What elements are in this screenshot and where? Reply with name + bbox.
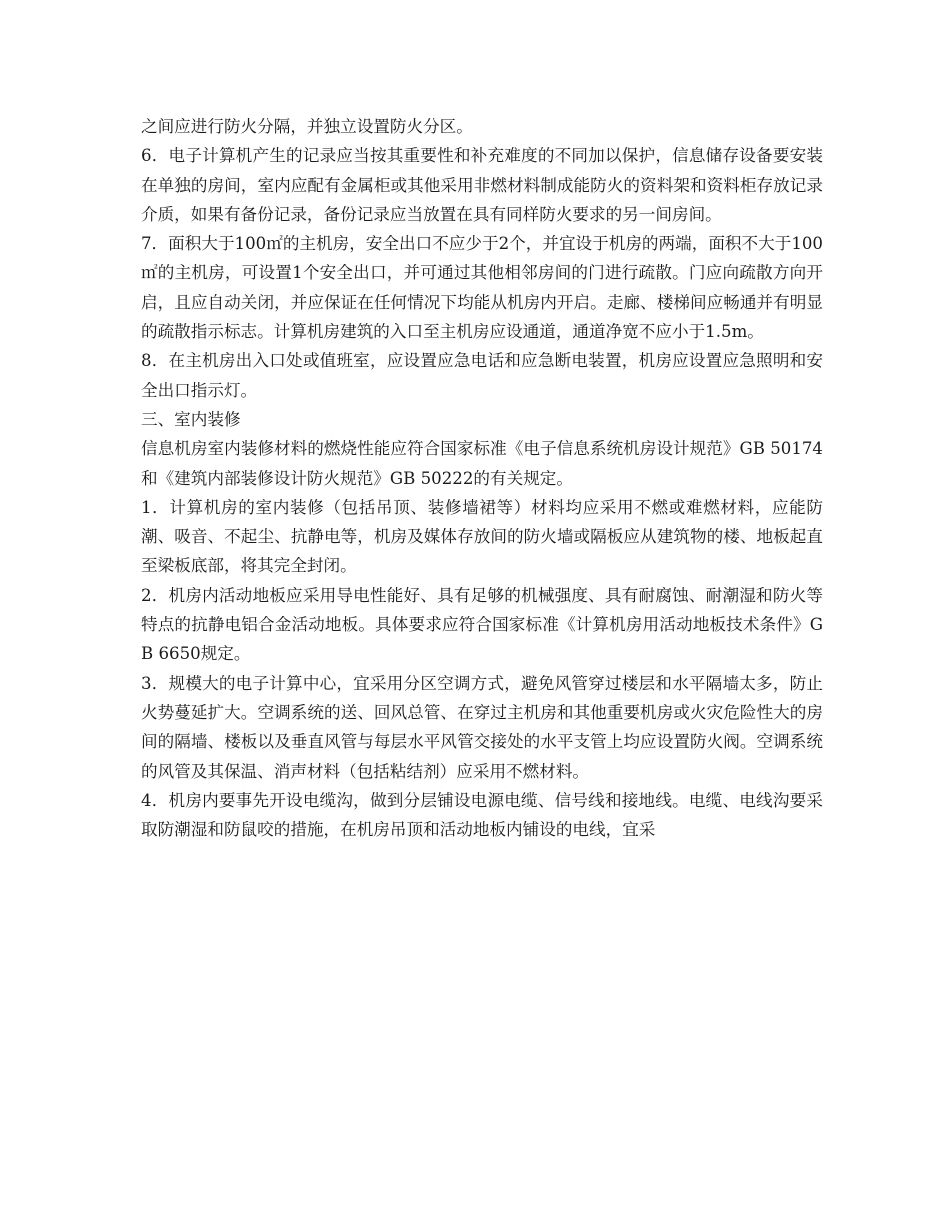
paragraph-item-3: 3．规模大的电子计算中心，宜采用分区空调方式，避免风管穿过楼层和水平隔墙太多，防止火势蔓延扩大。空调系统的送、回风总管、在穿过主机房和其他重要机房或火灾危险性大的房间的隔墙、楼板以及垂直风管与每层水平风管交接处的水平支管上均应设置防火阀。空调系统的风管及其保温、消声材料（包括粘结剂）应采用不燃材料。 (141, 673, 823, 781)
paragraph-item-1: 1．计算机房的室内装修（包括吊顶、装修墙裙等）材料均应采用不燃或难燃材料，应能防潮、吸音、不起尘、抗静电等，机房及媒体存放间的防火墙或隔板应从建筑物的楼、地板起直至梁板底部，将其完全封闭。 (141, 497, 823, 576)
paragraph-continuation: 之间应进行防火分隔，并独立设置防火分区。 (141, 117, 473, 136)
paragraph-item-6: 6．电子计算机产生的记录应当按其重要性和补充难度的不同加以保护，信息储存设备要安装在单独的房间，室内应配有金属柜或其他采用非燃材料制成能防火的资料架和资料柜存放记录介质，如果有备份记录，备份记录应当放置在具有同样防火要求的另一间房间。 (141, 146, 823, 224)
paragraph-item-7: 7．面积大于100㎡的主机房，安全出口不应少于2个，并宜设于机房的两端，面积不大于100㎡的主机房，可设置1个安全出口，并可通过其他相邻房间的门进行疏散。门应向疏散方向开启，且应自动关闭，并应保证在任何情况下均能从机房内开启。走廊、楼梯间应畅通并有明显的疏散指示标志。计算机房建筑的入口至主机房应设通道，通道净宽不应小于1.5m。 (141, 234, 823, 342)
document-page (141, 112, 823, 844)
paragraph-section-intro: 信息机房室内装修材料的燃烧性能应符合国家标准《电子信息系统机房设计规范》GB 50174和《建筑内部装修设计防火规范》GB 50222的有关规定。 (141, 439, 823, 488)
paragraph-item-2: 2．机房内活动地板应采用导电性能好、具有足够的机械强度、具有耐腐蚀、耐潮湿和防火等特点的抗静电铝合金活动地板。具体要求应符合国家标准《计算机房用活动地板技术条件》GB 6650规定。 (141, 585, 823, 664)
section-heading-interior-decoration: 三、室内装修 (141, 409, 241, 429)
paragraph-item-8: 8．在主机房出入口处或值班室，应设置应急电话和应急断电装置，机房应设置应急照明和安全出口指示灯。 (141, 351, 823, 400)
paragraph-item-4: 4．机房内要事先开设电缆沟，做到分层铺设电源电缆、信号线和接地线。电缆、电线沟要采取防潮湿和防鼠咬的措施，在机房吊顶和活动地板内铺设的电线，宜采 (141, 790, 823, 840)
